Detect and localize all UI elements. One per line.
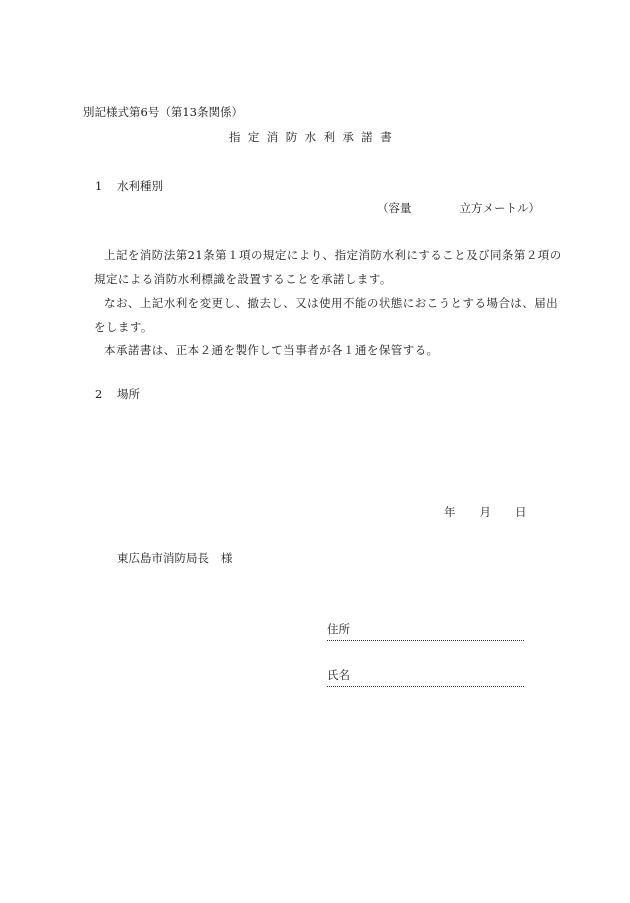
consent-paragraph-2-line-1: なお、上記水利を変更し、撤去し、又は使用不能の状態におこうとする場合は、届出 (104, 296, 559, 310)
addressee-name: 東広島市消防局長 (117, 551, 209, 565)
capacity-label: （容量 (377, 201, 412, 215)
section-1-number: 1 (95, 179, 103, 193)
capacity-field (377, 203, 540, 215)
name-label: 氏名 (327, 668, 350, 682)
date-line (444, 507, 527, 519)
section-2-heading (95, 389, 140, 401)
date-month-label: 月 (479, 505, 491, 519)
consent-paragraph-1-line-2: 規定による消防水利標識を設置することを承諾します。 (94, 272, 392, 286)
section-2-title: 場所 (117, 387, 140, 401)
section-2-number: 2 (95, 387, 103, 401)
address-label: 住所 (327, 622, 350, 636)
addressee (117, 553, 233, 565)
document-title: 指定消防水利承諾書 (229, 130, 400, 144)
section-1-title: 水利種別 (117, 179, 163, 193)
address-field[interactable] (327, 624, 524, 641)
consent-paragraph-1-line-1: 上記を消防法第21条第１項の規定により、指定消防水利にすること及び同条第２項の (104, 248, 562, 262)
section-1-heading (95, 181, 163, 193)
consent-paragraph-3: 本承諾書は、正本２通を製作して当事者が各１通を保管する。 (104, 343, 439, 357)
date-day-label: 日 (515, 505, 527, 519)
date-year-label: 年 (444, 505, 456, 519)
capacity-unit: 立方メートル） (459, 201, 540, 215)
consent-paragraph-2-line-2: をします。 (94, 320, 153, 334)
form-number-label: 別記様式第6号（第13条関係） (83, 105, 243, 119)
addressee-honorific: 様 (221, 551, 233, 565)
name-field[interactable] (327, 670, 524, 687)
